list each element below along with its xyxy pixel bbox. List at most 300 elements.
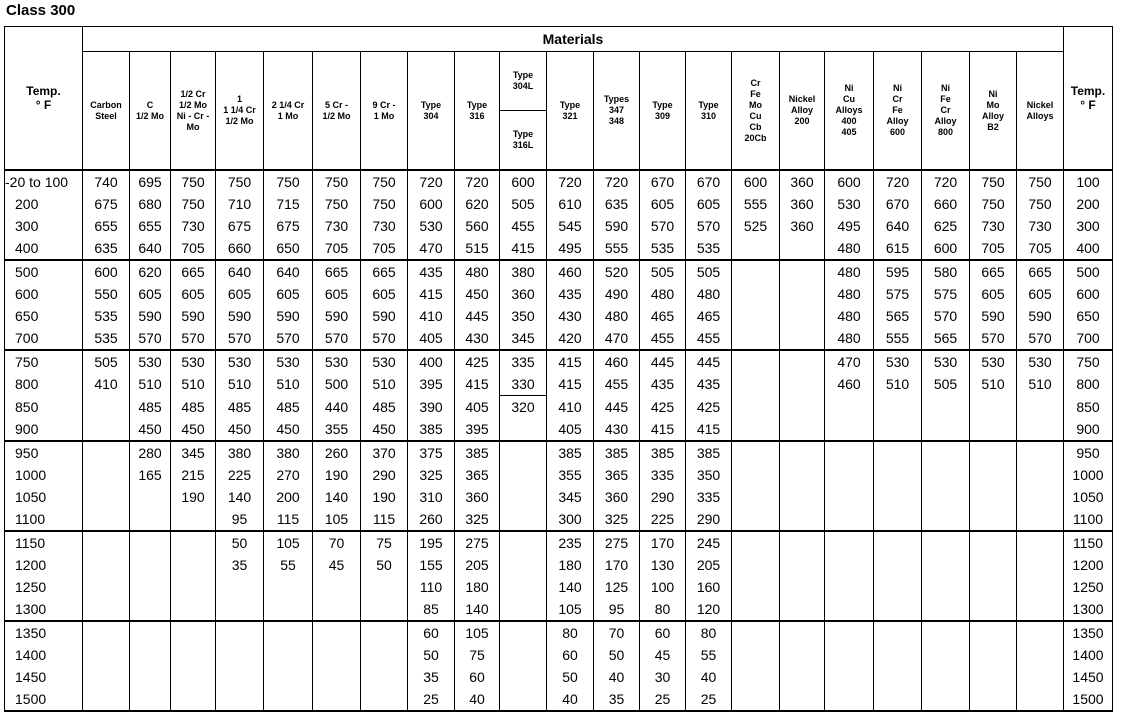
- value-cell: 480: [825, 305, 874, 327]
- value-cell: 720: [455, 170, 500, 193]
- value-cell: [130, 644, 171, 666]
- value-cell: 195: [408, 531, 455, 554]
- temp-cell-right: 1400: [1064, 644, 1113, 666]
- value-cell: 505: [500, 193, 547, 215]
- value-cell: 365: [455, 464, 500, 486]
- value-cell: 360: [780, 215, 825, 237]
- value-cell: 600: [500, 170, 547, 193]
- value-cell: [922, 464, 970, 486]
- value-cell: 675: [264, 215, 313, 237]
- value-cell: 165: [130, 464, 171, 486]
- value-cell: [732, 396, 780, 419]
- value-cell: [264, 598, 313, 621]
- value-cell: 480: [825, 283, 874, 305]
- value-cell: 450: [361, 418, 408, 441]
- value-cell: [83, 441, 130, 464]
- value-cell: [83, 688, 130, 711]
- temp-cell-right: 750: [1064, 350, 1113, 373]
- pressure-temperature-table: [4, 26, 1113, 712]
- value-cell: 445: [640, 350, 686, 373]
- value-cell: [130, 621, 171, 644]
- temp-cell-right: 1100: [1064, 508, 1113, 531]
- value-cell: 110: [408, 576, 455, 598]
- temp-cell-right: 500: [1064, 260, 1113, 283]
- value-cell: 395: [408, 373, 455, 396]
- value-cell: [922, 644, 970, 666]
- value-cell: 215: [171, 464, 216, 486]
- value-cell: 60: [547, 644, 594, 666]
- temp-cell: 600: [5, 283, 83, 305]
- value-cell: 705: [1017, 237, 1064, 260]
- table-row: [5, 531, 1113, 554]
- value-cell: 40: [686, 666, 732, 688]
- value-cell: 570: [1017, 327, 1064, 350]
- value-cell: 80: [686, 621, 732, 644]
- value-cell: 530: [874, 350, 922, 373]
- column-header: Ni Cr Fe Alloy 600: [874, 52, 922, 171]
- value-cell: 605: [216, 283, 264, 305]
- value-cell: 280: [130, 441, 171, 464]
- value-cell: 430: [455, 327, 500, 350]
- value-cell: 415: [500, 237, 547, 260]
- value-cell: [216, 576, 264, 598]
- temp-cell-right: 1050: [1064, 486, 1113, 508]
- value-cell: 560: [455, 215, 500, 237]
- value-cell: 170: [640, 531, 686, 554]
- value-cell: [922, 531, 970, 554]
- value-cell: 530: [313, 350, 361, 373]
- table-row: [5, 441, 1113, 464]
- value-cell: [83, 531, 130, 554]
- value-cell: [780, 260, 825, 283]
- value-cell: 640: [874, 215, 922, 237]
- value-cell: [874, 666, 922, 688]
- value-cell: 350: [686, 464, 732, 486]
- value-cell: 405: [408, 327, 455, 350]
- value-cell: [171, 644, 216, 666]
- value-cell: [83, 418, 130, 441]
- value-cell: 650: [264, 237, 313, 260]
- value-cell: 380: [500, 260, 547, 283]
- value-cell: 750: [361, 193, 408, 215]
- value-cell: 425: [640, 396, 686, 419]
- value-cell: [732, 508, 780, 531]
- value-cell: [500, 666, 547, 688]
- value-cell: 605: [361, 283, 408, 305]
- value-cell: [83, 554, 130, 576]
- temp-cell-right: 1000: [1064, 464, 1113, 486]
- value-cell: [780, 441, 825, 464]
- value-cell: 720: [547, 170, 594, 193]
- value-cell: 460: [547, 260, 594, 283]
- value-cell: 50: [216, 531, 264, 554]
- temp-cell: 1450: [5, 666, 83, 688]
- value-cell: [874, 576, 922, 598]
- value-cell: [970, 508, 1017, 531]
- value-cell: 480: [640, 283, 686, 305]
- value-cell: 60: [455, 666, 500, 688]
- value-cell: 435: [640, 373, 686, 396]
- value-cell: [732, 260, 780, 283]
- value-cell: 510: [361, 373, 408, 396]
- value-cell: 385: [686, 441, 732, 464]
- value-cell: [732, 486, 780, 508]
- value-cell: [264, 644, 313, 666]
- value-cell: 430: [547, 305, 594, 327]
- temp-header-unit: ° F: [35, 98, 52, 112]
- table-row: [5, 576, 1113, 598]
- value-cell: 480: [825, 327, 874, 350]
- value-cell: 380: [216, 441, 264, 464]
- value-cell: [500, 441, 547, 464]
- value-cell: [780, 598, 825, 621]
- value-cell: 45: [313, 554, 361, 576]
- value-cell: [264, 621, 313, 644]
- value-cell: 635: [594, 193, 640, 215]
- value-cell: 55: [686, 644, 732, 666]
- value-cell: [83, 508, 130, 531]
- value-cell: [825, 396, 874, 419]
- value-cell: [361, 598, 408, 621]
- value-cell: [732, 418, 780, 441]
- temp-cell-right: 200: [1064, 193, 1113, 215]
- value-cell: [130, 486, 171, 508]
- value-cell: [171, 598, 216, 621]
- value-cell: 555: [874, 327, 922, 350]
- value-cell: 570: [686, 215, 732, 237]
- value-cell: 495: [825, 215, 874, 237]
- value-cell: [83, 598, 130, 621]
- value-cell: 590: [361, 305, 408, 327]
- value-cell: [922, 418, 970, 441]
- value-cell: [874, 396, 922, 419]
- value-cell: 570: [313, 327, 361, 350]
- value-cell: 35: [594, 688, 640, 711]
- temp-cell-right: 1250: [1064, 576, 1113, 598]
- value-cell: 505: [640, 260, 686, 283]
- value-cell: 710: [216, 193, 264, 215]
- value-cell: [922, 688, 970, 711]
- value-cell: 355: [547, 464, 594, 486]
- value-cell: 555: [732, 193, 780, 215]
- value-cell: 455: [500, 215, 547, 237]
- value-cell: [130, 598, 171, 621]
- value-cell: [825, 554, 874, 576]
- value-cell: [970, 554, 1017, 576]
- value-cell: 530: [216, 350, 264, 373]
- value-cell: 415: [408, 283, 455, 305]
- value-cell: 365: [594, 464, 640, 486]
- temp-cell: 1200: [5, 554, 83, 576]
- value-cell: [130, 688, 171, 711]
- value-cell: [130, 531, 171, 554]
- column-header: Type 304: [408, 52, 455, 171]
- value-cell: 60: [408, 621, 455, 644]
- value-cell: [922, 554, 970, 576]
- temp-header-label: Temp.: [26, 84, 61, 98]
- value-cell: [130, 508, 171, 531]
- value-cell: 715: [264, 193, 313, 215]
- value-cell: 605: [1017, 283, 1064, 305]
- value-cell: 115: [264, 508, 313, 531]
- value-cell: 705: [171, 237, 216, 260]
- column-header: 1/2 Cr 1/2 Mo Ni - Cr - Mo: [171, 52, 216, 171]
- value-cell: 730: [171, 215, 216, 237]
- value-cell: 570: [216, 327, 264, 350]
- value-cell: 50: [547, 666, 594, 688]
- value-cell: 105: [313, 508, 361, 531]
- value-cell: [825, 644, 874, 666]
- value-cell: 620: [130, 260, 171, 283]
- value-cell: [1017, 508, 1064, 531]
- value-cell: 485: [264, 396, 313, 419]
- value-cell: [922, 486, 970, 508]
- temp-cell-right: 300: [1064, 215, 1113, 237]
- value-cell: 360: [455, 486, 500, 508]
- value-cell: 180: [455, 576, 500, 598]
- value-cell: [732, 327, 780, 350]
- value-cell: 270: [264, 464, 313, 486]
- value-cell: [1017, 396, 1064, 419]
- value-cell: 455: [686, 327, 732, 350]
- value-cell: [732, 531, 780, 554]
- value-cell: 345: [547, 486, 594, 508]
- column-header: Ni Fe Cr Alloy 800: [922, 52, 970, 171]
- table-row: [5, 418, 1113, 441]
- value-cell: 730: [1017, 215, 1064, 237]
- value-cell: 665: [171, 260, 216, 283]
- value-cell: 670: [874, 193, 922, 215]
- value-cell: 605: [171, 283, 216, 305]
- table-row: [5, 598, 1113, 621]
- value-cell: [922, 598, 970, 621]
- value-cell: 40: [455, 688, 500, 711]
- table-row: [5, 621, 1113, 644]
- temp-cell-right: 650: [1064, 305, 1113, 327]
- value-cell: 190: [313, 464, 361, 486]
- value-cell: 665: [361, 260, 408, 283]
- value-cell: 455: [594, 373, 640, 396]
- value-cell: 300: [547, 508, 594, 531]
- value-cell: [970, 486, 1017, 508]
- table-row: [5, 327, 1113, 350]
- table-row: [5, 666, 1113, 688]
- value-cell: [1017, 486, 1064, 508]
- table-row: [5, 260, 1113, 283]
- column-header: 2 1/4 Cr 1 Mo: [264, 52, 313, 171]
- value-cell: 605: [686, 193, 732, 215]
- value-cell: [500, 644, 547, 666]
- column-header: Type 310: [686, 52, 732, 171]
- value-cell: [171, 508, 216, 531]
- value-cell: 125: [594, 576, 640, 598]
- value-cell: 465: [686, 305, 732, 327]
- value-cell: 480: [825, 260, 874, 283]
- value-cell: 635: [83, 237, 130, 260]
- temp-cell-right: 950: [1064, 441, 1113, 464]
- value-cell: 435: [547, 283, 594, 305]
- temp-cell-right: 1500: [1064, 688, 1113, 711]
- value-cell: [130, 554, 171, 576]
- temp-cell: 1250: [5, 576, 83, 598]
- value-cell: 695: [130, 170, 171, 193]
- value-cell: [1017, 688, 1064, 711]
- temp-cell: 1000: [5, 464, 83, 486]
- value-cell: 575: [922, 283, 970, 305]
- value-cell: 750: [313, 170, 361, 193]
- value-cell: [732, 237, 780, 260]
- value-cell: 450: [130, 418, 171, 441]
- value-cell: [732, 666, 780, 688]
- value-cell: 35: [408, 666, 455, 688]
- value-cell: 25: [640, 688, 686, 711]
- value-cell: [500, 598, 547, 621]
- value-cell: 750: [313, 193, 361, 215]
- value-cell: 665: [313, 260, 361, 283]
- value-cell: 675: [83, 193, 130, 215]
- value-cell: [1017, 554, 1064, 576]
- value-cell: 310: [408, 486, 455, 508]
- value-cell: 485: [171, 396, 216, 419]
- column-header: Ni Cu Alloys 400 405: [825, 52, 874, 171]
- column-header: Cr Fe Mo Cu Cb 20Cb: [732, 52, 780, 171]
- value-cell: [313, 576, 361, 598]
- value-cell: [216, 598, 264, 621]
- value-cell: [216, 621, 264, 644]
- value-cell: [1017, 464, 1064, 486]
- column-header: Ni Mo Alloy B2: [970, 52, 1017, 171]
- value-cell: 435: [408, 260, 455, 283]
- value-cell: 720: [922, 170, 970, 193]
- value-cell: 670: [686, 170, 732, 193]
- column-header: C 1/2 Mo: [130, 52, 171, 171]
- value-cell: 505: [922, 373, 970, 396]
- value-cell: 535: [83, 327, 130, 350]
- value-cell: 130: [640, 554, 686, 576]
- temp-cell: 1150: [5, 531, 83, 554]
- value-cell: 30: [640, 666, 686, 688]
- table-row: [5, 508, 1113, 531]
- value-cell: [500, 464, 547, 486]
- value-cell: [780, 576, 825, 598]
- value-cell: 530: [1017, 350, 1064, 373]
- value-cell: 705: [361, 237, 408, 260]
- value-cell: [780, 305, 825, 327]
- value-cell: 495: [547, 237, 594, 260]
- table-row: [5, 215, 1113, 237]
- value-cell: 245: [686, 531, 732, 554]
- value-cell: [780, 396, 825, 419]
- value-cell: [83, 621, 130, 644]
- value-cell: [130, 576, 171, 598]
- value-cell: 70: [313, 531, 361, 554]
- value-cell: 330: [500, 373, 547, 396]
- value-cell: 355: [313, 418, 361, 441]
- value-cell: [922, 508, 970, 531]
- value-cell: 225: [640, 508, 686, 531]
- value-cell: 50: [361, 554, 408, 576]
- value-cell: [732, 350, 780, 373]
- value-cell: 360: [594, 486, 640, 508]
- value-cell: [780, 688, 825, 711]
- value-cell: 605: [640, 193, 686, 215]
- value-cell: 75: [455, 644, 500, 666]
- value-cell: [780, 237, 825, 260]
- value-cell: 510: [1017, 373, 1064, 396]
- value-cell: 680: [130, 193, 171, 215]
- value-cell: 410: [547, 396, 594, 419]
- value-cell: 500: [313, 373, 361, 396]
- temp-cell: 500: [5, 260, 83, 283]
- value-cell: [732, 621, 780, 644]
- value-cell: [874, 441, 922, 464]
- column-header: Carbon Steel: [83, 52, 130, 171]
- value-cell: [780, 373, 825, 396]
- value-cell: [780, 666, 825, 688]
- value-cell: [500, 688, 547, 711]
- temp-cell: 1350: [5, 621, 83, 644]
- value-cell: 435: [686, 373, 732, 396]
- value-cell: [732, 554, 780, 576]
- value-cell: 590: [1017, 305, 1064, 327]
- value-cell: 385: [408, 418, 455, 441]
- temp-cell: 1500: [5, 688, 83, 711]
- temp-cell-right: 800: [1064, 373, 1113, 396]
- value-cell: 530: [171, 350, 216, 373]
- value-cell: [500, 486, 547, 508]
- temp-cell: 950: [5, 441, 83, 464]
- value-cell: [825, 486, 874, 508]
- value-cell: [1017, 621, 1064, 644]
- value-cell: 720: [408, 170, 455, 193]
- value-cell: [361, 644, 408, 666]
- value-cell: 580: [922, 260, 970, 283]
- value-cell: [825, 441, 874, 464]
- value-cell: 510: [130, 373, 171, 396]
- value-cell: 570: [640, 215, 686, 237]
- temp-cell-right: 1450: [1064, 666, 1113, 688]
- value-cell: [171, 531, 216, 554]
- value-cell: 505: [83, 350, 130, 373]
- value-cell: [970, 418, 1017, 441]
- value-cell: [1017, 531, 1064, 554]
- value-cell: 395: [455, 418, 500, 441]
- temp-cell-right: 1200: [1064, 554, 1113, 576]
- value-cell: 140: [313, 486, 361, 508]
- value-cell: 335: [640, 464, 686, 486]
- value-cell: 510: [171, 373, 216, 396]
- value-cell: 385: [594, 441, 640, 464]
- value-cell: [500, 531, 547, 554]
- table-row: [5, 464, 1113, 486]
- value-cell: 570: [970, 327, 1017, 350]
- value-cell: 480: [594, 305, 640, 327]
- value-cell: 530: [408, 215, 455, 237]
- value-cell: [780, 531, 825, 554]
- value-cell: 40: [594, 666, 640, 688]
- value-cell: 415: [686, 418, 732, 441]
- value-cell: [732, 576, 780, 598]
- value-cell: 360: [780, 170, 825, 193]
- value-cell: 550: [83, 283, 130, 305]
- value-cell: [825, 531, 874, 554]
- value-cell: [83, 396, 130, 419]
- value-cell: 35: [216, 554, 264, 576]
- value-cell: 615: [874, 237, 922, 260]
- value-cell: 450: [264, 418, 313, 441]
- value-cell: [874, 644, 922, 666]
- value-cell: 95: [216, 508, 264, 531]
